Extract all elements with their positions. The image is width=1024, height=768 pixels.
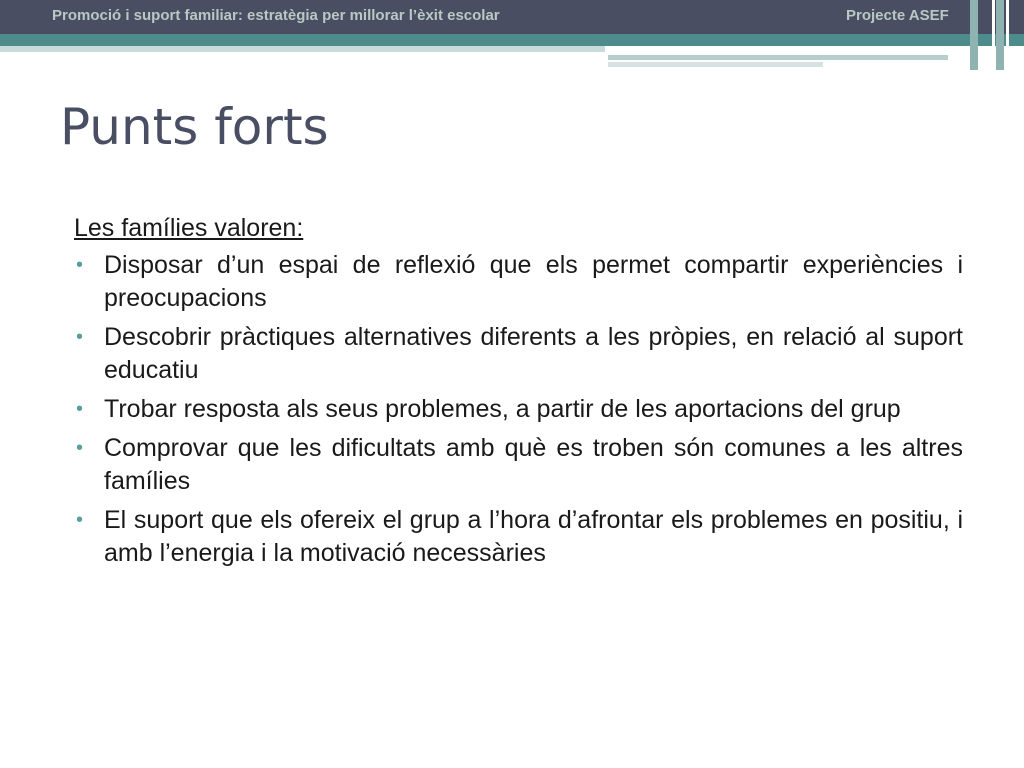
decorative-line <box>0 46 605 52</box>
header-project-name: Projecte ASEF <box>846 7 949 24</box>
list-item <box>74 432 963 498</box>
bullet-icon: • <box>76 326 84 348</box>
decorative-line <box>608 55 948 60</box>
decorative-line <box>608 62 823 67</box>
header-bar <box>0 0 1024 34</box>
list-item <box>74 321 963 387</box>
teal-decorative-band <box>0 34 1024 46</box>
slide-title: Punts forts <box>60 98 329 156</box>
slide-subtitle: Les famílies valoren: <box>74 214 304 242</box>
decorative-vertical-line <box>992 0 995 70</box>
bullet-text: Trobar resposta als seus problemes, a partir de les aportacions del grup <box>104 395 901 423</box>
bullet-icon: • <box>76 509 84 531</box>
bullet-icon: • <box>76 398 84 420</box>
decorative-vertical-line <box>1006 0 1009 70</box>
header-presentation-title: Promoció i suport familiar: estratègia per millorar l’èxit escolar <box>52 7 500 24</box>
bullet-icon: • <box>76 254 84 276</box>
decorative-vertical-strip <box>996 0 1004 70</box>
list-item <box>74 249 963 315</box>
decorative-vertical-strip <box>970 0 978 70</box>
list-item <box>74 504 963 570</box>
bullet-text: El suport que els ofereix el grup a l’hora d’afrontar els problemes en positiu, i amb l’energia i la motivació necessàries <box>104 506 963 567</box>
bullet-text: Descobrir pràctiques alternatives diferents a les pròpies, en relació al suport educatiu <box>104 323 963 384</box>
bullet-text: Disposar d’un espai de reflexió que els permet compartir experiències i preocupacions <box>104 251 963 312</box>
list-item <box>74 393 963 426</box>
bullet-icon: • <box>76 437 84 459</box>
bullet-text: Comprovar que les dificultats amb què es troben són comunes a les altres famílies <box>104 434 963 495</box>
bullet-list <box>74 249 963 570</box>
slide-content <box>74 212 963 576</box>
